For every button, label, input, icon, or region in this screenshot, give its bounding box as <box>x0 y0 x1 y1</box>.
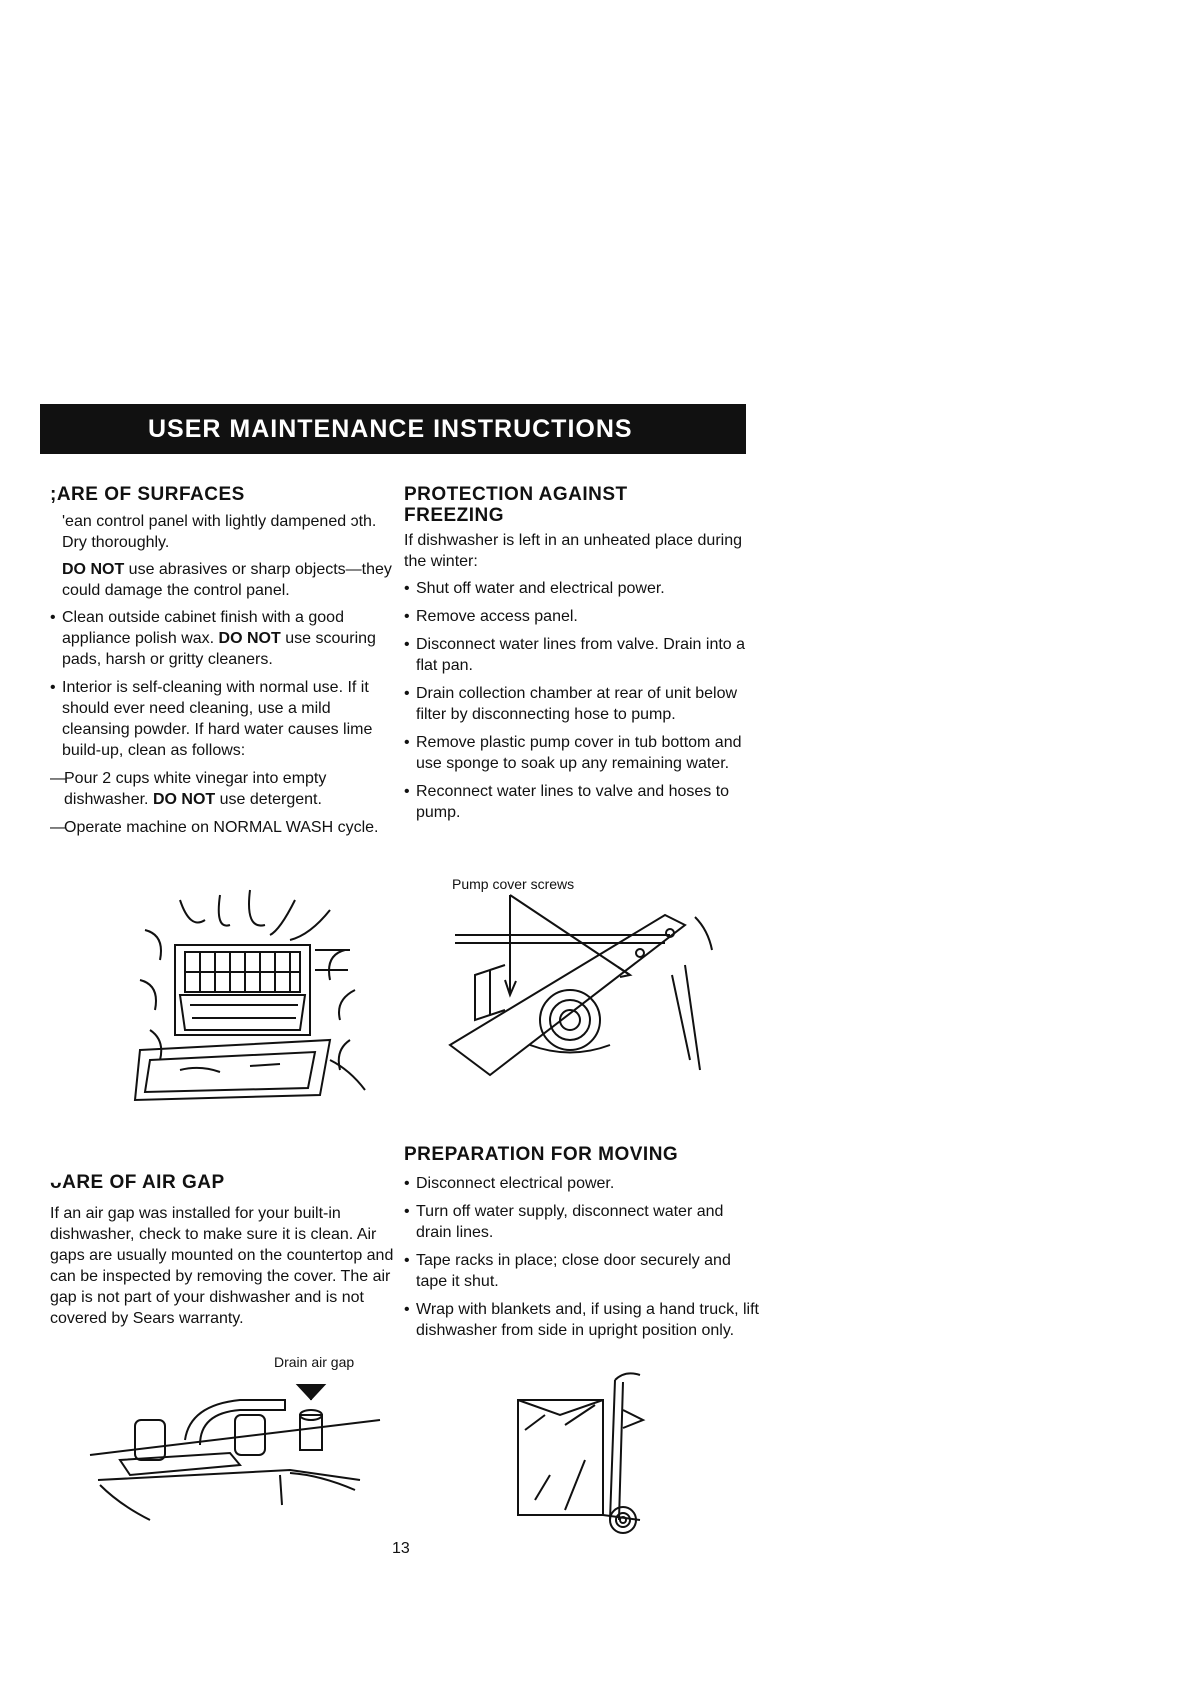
freezing-item: • Drain collection chamber at rear of unit below filter by disconnecting hose to pump. <box>404 683 759 725</box>
moving-item: • Tape racks in place; close door securely and tape it shut. <box>404 1250 759 1292</box>
air-gap-body: If an air gap was installed for your built-in dishwasher, check to make sure it is clean. Air gaps are usually mounted on the countertop and can be inspected by removing the cover. The air gap is not part of your dishwasher and is not covered by Sears warranty. <box>50 1205 394 1327</box>
hand-truck-illustration <box>515 1370 675 1540</box>
freezing-item: • Disconnect water lines from valve. Drain into a flat pan. <box>404 634 759 676</box>
pump-cover-illustration <box>450 895 720 1095</box>
surfaces-step-2: — Operate machine on NORMAL WASH cycle. <box>50 817 395 838</box>
surfaces-bullet-1-text: Clean outside cabinet finish with a good appliance polish wax. <box>62 609 344 647</box>
surfaces-paragraph-2 <box>50 559 395 601</box>
section-banner: USER MAINTENANCE INSTRUCTIONS <box>40 404 746 454</box>
air-gap-section <box>50 1172 395 1335</box>
drain-air-gap-caption: Drain air gap <box>274 1354 355 1370</box>
surfaces-step-1 <box>50 768 395 810</box>
surfaces-step-1-tail: use detergent. <box>215 791 322 808</box>
open-dishwasher-illustration <box>120 890 370 1110</box>
freezing-heading-line-2: FREEZING <box>404 505 505 526</box>
page-number: 13 <box>392 1540 410 1557</box>
pump-cover-screws-caption: Pump cover screws <box>452 876 575 892</box>
surfaces-step-1-text: Pour 2 cups white vinegar into empty dishwasher. <box>64 770 327 808</box>
moving-heading: PREPARATION FOR MOVING <box>404 1144 679 1165</box>
surfaces-bullet-1-tail: use scouring pads, harsh or gritty cleaners. <box>62 630 376 668</box>
freezing-heading <box>404 484 759 526</box>
moving-item: • Disconnect electrical power. <box>404 1173 759 1194</box>
freezing-item: • Reconnect water lines to valve and hoses to pump. <box>404 781 759 823</box>
surfaces-paragraph-1: 'ean control panel with lightly dampened ɔth. Dry thoroughly. <box>62 513 377 551</box>
care-of-surfaces-heading: ;ARE OF SURFACES <box>50 484 245 505</box>
freezing-intro: If dishwasher is left in an unheated place during the winter: <box>404 532 742 570</box>
moving-item: • Turn off water supply, disconnect water and drain lines. <box>404 1201 759 1243</box>
surfaces-paragraph-2-text: use abrasives or sharp objects—they could damage the control panel. <box>62 561 392 599</box>
freezing-heading-line-1: PROTECTION AGAINST <box>404 484 628 505</box>
do-not-label: DO NOT <box>62 561 125 578</box>
do-not-label: DO NOT <box>152 791 216 808</box>
do-not-label: DO NOT <box>218 630 281 647</box>
freezing-item: • Remove access panel. <box>404 606 759 627</box>
freezing-item: • Shut off water and electrical power. <box>404 578 759 599</box>
moving-section <box>404 1144 759 1348</box>
surfaces-bullet-2: • Interior is self-cleaning with normal use. If it should ever need cleaning, use a mild cleansing powder. If hard water causes lime build-up, clean as follows: <box>50 677 395 761</box>
freezing-section <box>404 484 759 830</box>
freezing-item: • Remove plastic pump cover in tub bottom and use sponge to soak up any remaining water. <box>404 732 759 774</box>
care-of-surfaces-section <box>50 484 395 845</box>
surfaces-bullet-1 <box>50 607 395 670</box>
moving-item: • Wrap with blankets and, if using a hand truck, lift dishwasher from side in upright position only. <box>404 1299 759 1341</box>
faucet-air-gap-illustration <box>90 1385 390 1525</box>
air-gap-heading: ᴗARE OF AIR GAP <box>50 1172 225 1193</box>
